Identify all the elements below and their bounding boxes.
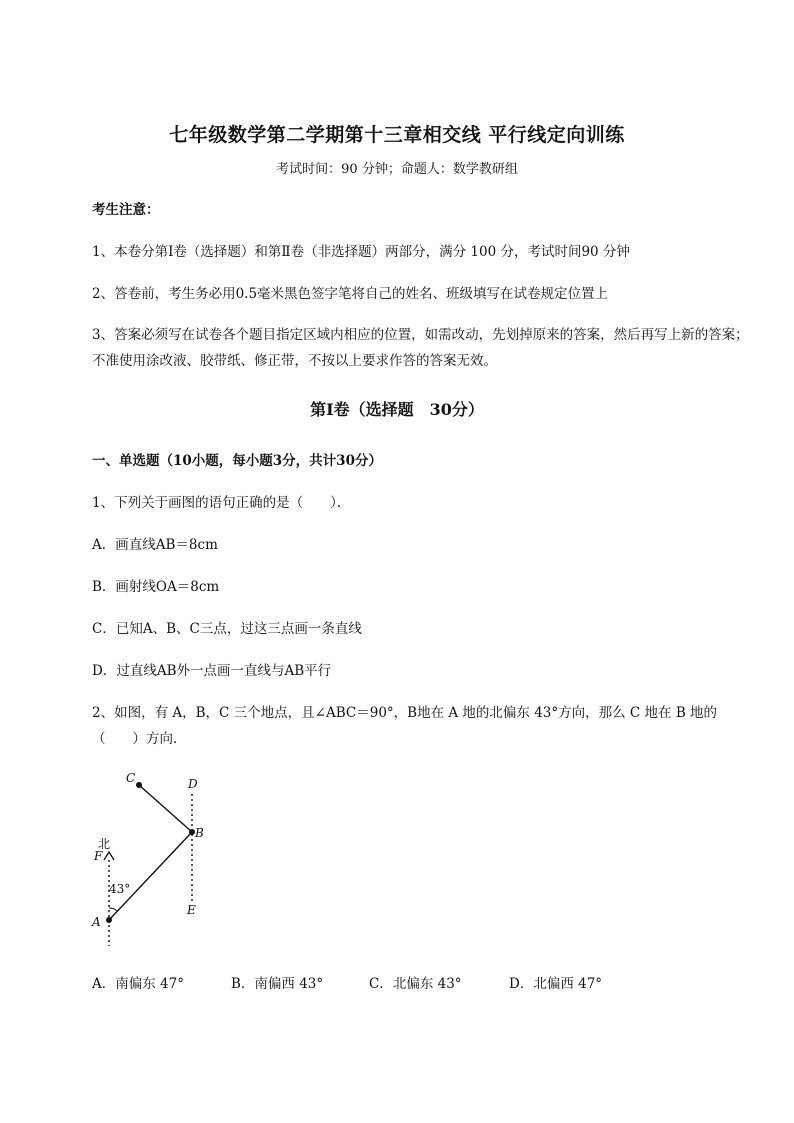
notice-item-3: 3、答案必须写在试卷各个题目指定区域内相应的位置，如需改动，先划掉原来的答案，然后再写上新的答案；不准使用涂改液、胶带纸、修正带，不按以上要求作答的答案无效。 xyxy=(92,327,749,369)
label-f: F xyxy=(94,849,103,863)
label-north: 北 xyxy=(98,837,111,851)
exam-subtitle: 考试时间：90 分钟；命题人：数学教研组 xyxy=(276,162,518,177)
label-d: D xyxy=(188,777,198,791)
angle-arc xyxy=(109,908,118,911)
question-2-stem-line2: （ ）方向． xyxy=(92,731,187,747)
question-1-option-a: A．画直线AB＝8cm xyxy=(92,537,218,553)
question-1-option-d: D．过直线AB外一点画一直线与AB平行 xyxy=(92,663,332,679)
question-2-option-d: D．北偏西 47° xyxy=(509,976,603,992)
point-c xyxy=(136,782,142,788)
label-a: A xyxy=(92,915,101,929)
label-angle: 43° xyxy=(109,882,131,896)
question-1-stem: 1、下列关于画图的语句正确的是（ ）． xyxy=(92,495,351,511)
notice-item-2: 2、答卷前，考生务必用0.5毫米黑色签字笔将自己的姓名、班级填写在试卷规定位置上 xyxy=(92,286,609,302)
label-c: C xyxy=(126,771,136,785)
segment-ab xyxy=(109,832,192,920)
label-e: E xyxy=(187,903,196,917)
question-2-option-a: A．南偏东 47° xyxy=(92,976,184,992)
notice-heading: 考生注意： xyxy=(92,202,160,218)
question-2-options xyxy=(92,972,602,996)
notice-item-1: 1、本卷分第Ⅰ卷（选择题）和第Ⅱ卷（非选择题）两部分，满分 100 分，考试时间90 分钟 xyxy=(92,244,630,260)
question-1-option-b: B．画射线OA＝8cm xyxy=(92,579,220,595)
north-arrow-icon xyxy=(104,852,114,860)
segment-bc xyxy=(139,785,192,832)
question-2-stem-line1: 2、如图，有 A，B，C 三个地点，且∠ABC＝90°，B地在 A 地的北偏东 43°方向，那么 C 地在 B 地的 xyxy=(92,705,718,721)
page-title: 七年级数学第二学期第十三章相交线 平行线定向训练 xyxy=(169,124,625,146)
question-1-option-c: C．已知A、B、C三点，过这三点画一条直线 xyxy=(92,621,362,637)
label-b: B xyxy=(195,826,204,840)
direction-figure xyxy=(88,768,228,953)
part-heading: 一、单选题（10小题，每小题3分，共计30分） xyxy=(92,453,382,469)
question-2-option-c: C．北偏东 43° xyxy=(369,976,462,992)
section-title: 第Ⅰ卷（选择题 30分） xyxy=(310,400,484,419)
question-2-option-b: B．南偏西 43° xyxy=(231,976,324,992)
point-a xyxy=(106,917,112,923)
